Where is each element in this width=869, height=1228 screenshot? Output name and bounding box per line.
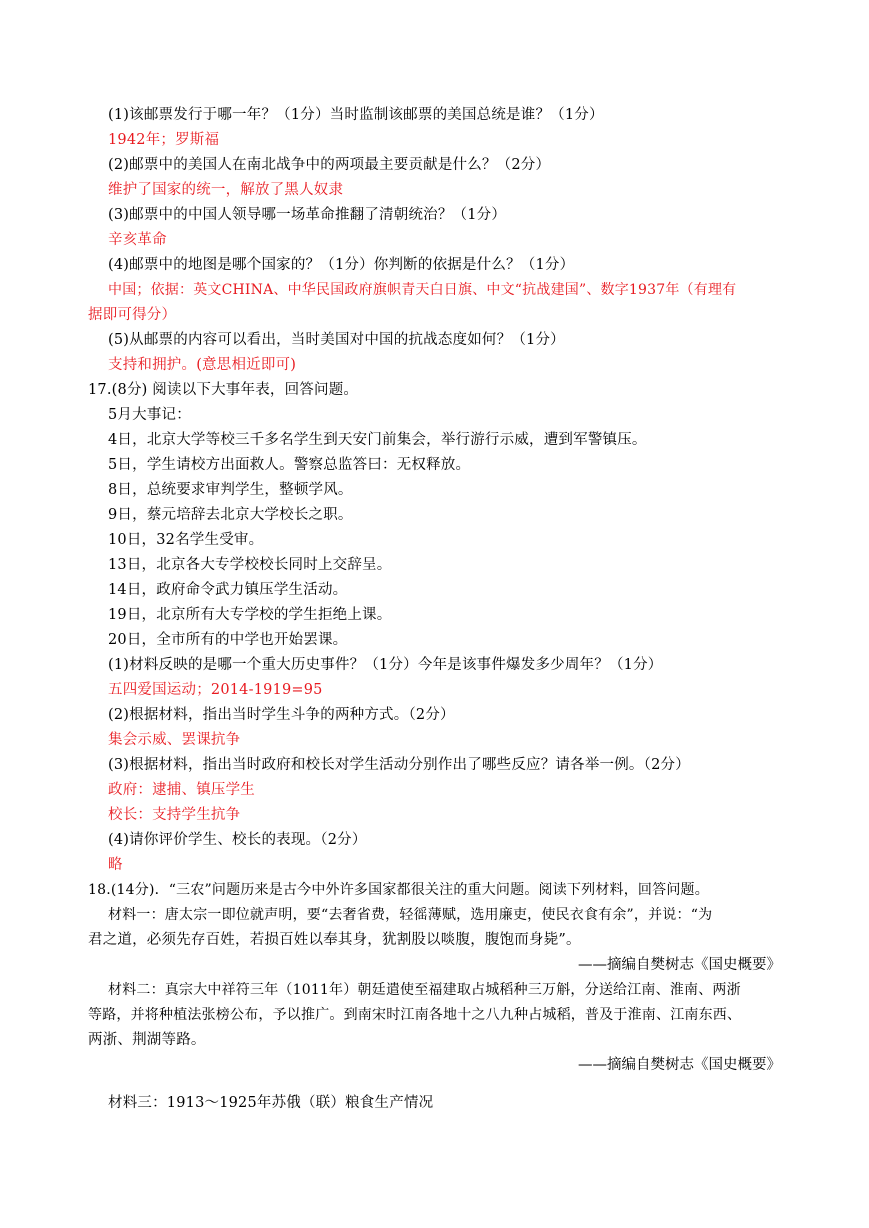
q18-material-2-line2: 等路，并将种植法张榜公布，予以推广。到南宋时江南各地十之八九种占城稻，普及于淮南、江南东西、 bbox=[88, 1007, 742, 1023]
q16-answer-1: 1942年；罗斯福 bbox=[108, 132, 220, 148]
q18-material-1-source: ——摘编自樊树志《国史概要》 bbox=[578, 957, 781, 973]
q17-answer-1: 五四爱国运动；2014-1919=95 bbox=[108, 682, 323, 698]
q16-answer-2: 维护了国家的统一，解放了黑人奴隶 bbox=[108, 182, 344, 198]
timeline-event: 14日，政府命令武力镇压学生活动。 bbox=[108, 582, 348, 598]
q18-material-3: 材料三：1913～1925年苏俄（联）粮食生产情况 bbox=[108, 1095, 434, 1111]
q16-prompt-1: (1)该邮票发行于哪一年？（1分）当时监制该邮票的美国总统是谁？（1分） bbox=[108, 107, 604, 123]
timeline-event: 19日，北京所有大专学校的学生拒绝上课。 bbox=[108, 607, 392, 623]
q18-material-1-line1: 材料一：唐太宗一即位就声明，要“去奢省费，轻徭薄赋，选用廉吏，使民衣食有余”，并说：“为 bbox=[108, 907, 713, 923]
q18-stem: 18.(14分)．“三农”问题历来是古今中外许多国家都很关注的重大问题。阅读下列材料，回答问题。 bbox=[88, 882, 709, 898]
q18-material-2-line1: 材料二：真宗大中祥符三年（1011年）朝廷遣使至福建取占城稻种三万斛，分送给江南、淮南、两浙 bbox=[108, 982, 741, 998]
q17-prompt-3: (3)根据材料，指出当时政府和校长对学生活动分别作出了哪些反应？请各举一例。（2分） bbox=[108, 757, 690, 773]
timeline-event: 4日，北京大学等校三千多名学生到天安门前集会，举行游行示威，遭到军警镇压。 bbox=[108, 432, 647, 448]
q16-answer-3: 辛亥革命 bbox=[108, 232, 167, 248]
q17-prompt-4: (4)请你评价学生、校长的表现。（2分） bbox=[108, 832, 367, 848]
timeline-event: 20日，全市所有的中学也开始罢课。 bbox=[108, 632, 348, 648]
q17-answer-3-president: 校长：支持学生抗争 bbox=[108, 807, 241, 823]
q18-material-2-line3: 两浙、荆湖等路。 bbox=[88, 1032, 206, 1048]
q17-stem: 17.(8分) 阅读以下大事年表，回答问题。 bbox=[88, 382, 359, 398]
timeline-event: 10日，32名学生受审。 bbox=[108, 532, 264, 548]
q17-prompt-1: (1)材料反映的是哪一个重大历史事件？（1分）今年是该事件爆发多少周年？（1分） bbox=[108, 657, 663, 673]
q17-timeline-heading: 5月大事记： bbox=[108, 407, 191, 423]
q16-prompt-2: (2)邮票中的美国人在南北战争中的两项最主要贡献是什么？（2分） bbox=[108, 157, 551, 173]
timeline-event: 5日，学生请校方出面救人。警察总监答曰：无权释放。 bbox=[108, 457, 471, 473]
q16-answer-4-line1: 中国；依据：英文CHINA、中华民国政府旗帜青天白日旗、中文“抗战建国”、数字1937年（有理有 bbox=[108, 282, 737, 298]
q17-answer-2: 集会示威、罢课抗争 bbox=[108, 732, 241, 748]
q16-answer-5: 支持和拥护。(意思相近即可) bbox=[108, 357, 297, 373]
q18-material-2-source: ——摘编自樊树志《国史概要》 bbox=[578, 1057, 781, 1073]
q16-prompt-5: (5)从邮票的内容可以看出，当时美国对中国的抗战态度如何？（1分） bbox=[108, 332, 565, 348]
q16-prompt-3: (3)邮票中的中国人领导哪一场革命推翻了清朝统治？（1分） bbox=[108, 207, 507, 223]
q16-prompt-4: (4)邮票中的地图是哪个国家的？（1分）你判断的依据是什么？（1分） bbox=[108, 257, 575, 273]
q16-answer-4-line2: 据即可得分） bbox=[88, 307, 177, 323]
timeline-event: 9日，蔡元培辞去北京大学校长之职。 bbox=[108, 507, 353, 523]
q17-prompt-2: (2)根据材料，指出当时学生斗争的两种方式。（2分） bbox=[108, 707, 455, 723]
q18-material-1-line2: 君之道，必须先存百姓，若损百姓以奉其身，犹割股以啖腹，腹饱而身毙”。 bbox=[88, 932, 581, 948]
timeline-event: 8日，总统要求审判学生，整顿学风。 bbox=[108, 482, 353, 498]
timeline-event: 13日，北京各大专学校校长同时上交辞呈。 bbox=[108, 557, 392, 573]
q17-answer-3-government: 政府：逮捕、镇压学生 bbox=[108, 782, 255, 798]
q17-answer-4: 略 bbox=[108, 857, 123, 873]
